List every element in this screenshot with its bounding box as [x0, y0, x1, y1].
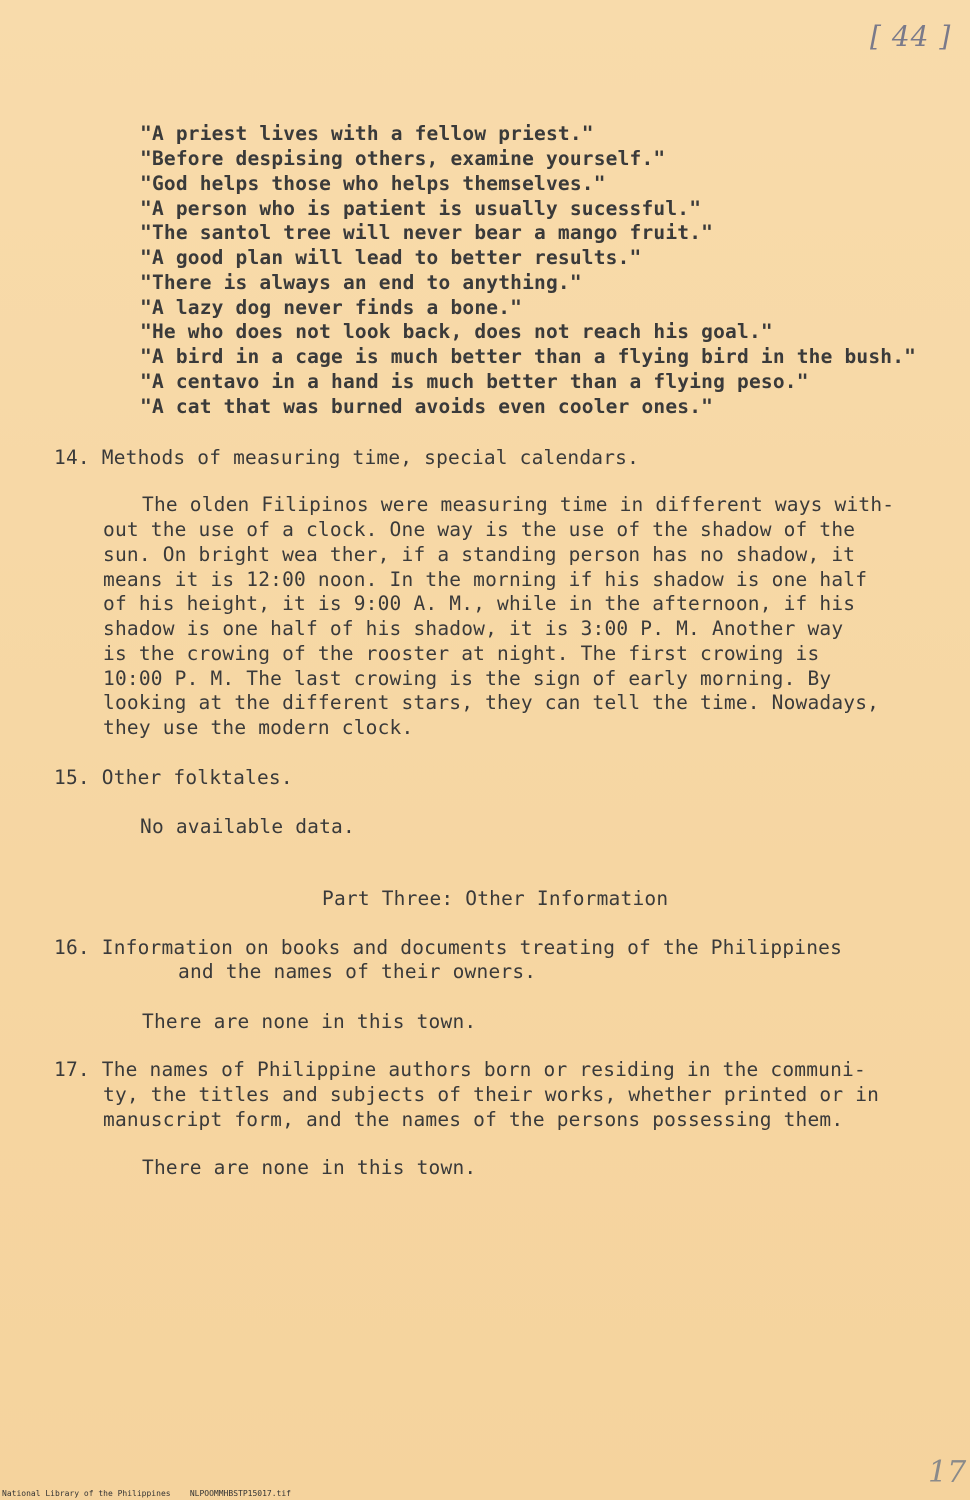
- handwritten-page-mark: [ 44 ]: [870, 20, 952, 53]
- proverb-line: "A centavo in a hand is much better than a flying peso.": [140, 370, 809, 393]
- proverb-line: "A person who is patient is usually sucessful.": [140, 197, 702, 220]
- paragraph-line: they use the modern clock.: [103, 716, 414, 739]
- paragraph-line: shadow is one half of his shadow, it is 3:00 P. M. Another way: [103, 617, 844, 640]
- section-15-body: No available data.: [140, 815, 355, 838]
- paragraph-line: ty, the titles and subjects of their works, whether printed or in: [103, 1083, 880, 1106]
- proverb-line: "A bird in a cage is much better than a flying bird in the bush.": [140, 345, 917, 368]
- part-three-title: Part Three: Other Information: [322, 887, 669, 910]
- paragraph-line: The olden Filipinos were measuring time in different ways with-: [142, 493, 895, 516]
- section-17-body: There are none in this town.: [142, 1156, 477, 1179]
- paragraph-line: sun. On bright wea ther, if a standing person has no shadow, it: [103, 543, 856, 566]
- section-16-heading-cont: and the names of their owners.: [178, 960, 537, 983]
- paragraph-line: out the use of a clock. One way is the use of the shadow of the: [103, 518, 856, 541]
- section-14-heading: 14. Methods of measuring time, special calendars.: [54, 446, 640, 469]
- paragraph-line: of his height, it is 9:00 A. M., while in the afternoon, if his: [103, 592, 856, 615]
- paragraph-line: 17. The names of Philippine authors born or residing in the communi-: [54, 1058, 866, 1081]
- paragraph-line: looking at the different stars, they can tell the time. Nowadays,: [103, 691, 880, 714]
- section-16-heading: 16. Information on books and documents treating of the Philippines: [54, 936, 843, 959]
- paragraph-line: 10:00 P. M. The last crowing is the sign of early morning. By: [103, 667, 832, 690]
- section-15-heading: 15. Other folktales.: [54, 766, 293, 789]
- proverb-line: "There is always an end to anything.": [140, 271, 582, 294]
- scan-footer: National Library of the Philippines NLPOOMMHBSTP15017.tif: [2, 1489, 291, 1498]
- section-16-body: There are none in this town.: [142, 1010, 477, 1033]
- paragraph-line: is the crowing of the rooster at night. The first crowing is: [103, 642, 820, 665]
- proverb-line: "A lazy dog never finds a bone.": [140, 296, 523, 319]
- handwritten-page-number: 17: [928, 1455, 967, 1490]
- proverb-line: "A priest lives with a fellow priest.": [140, 122, 594, 145]
- proverb-line: "A good plan will lead to better results.": [140, 246, 642, 269]
- paragraph-line: means it is 12:00 noon. In the morning if his shadow is one half: [103, 568, 868, 591]
- proverb-line: "God helps those who helps themselves.": [140, 172, 606, 195]
- proverb-line: "A cat that was burned avoids even cooler ones.": [140, 395, 714, 418]
- proverb-line: "He who does not look back, does not reach his goal.": [140, 320, 773, 343]
- paragraph-line: manuscript form, and the names of the persons possessing them.: [103, 1108, 844, 1131]
- proverb-line: "The santol tree will never bear a mango fruit.": [140, 221, 714, 244]
- proverb-line: "Before despising others, examine yourself.": [140, 147, 666, 170]
